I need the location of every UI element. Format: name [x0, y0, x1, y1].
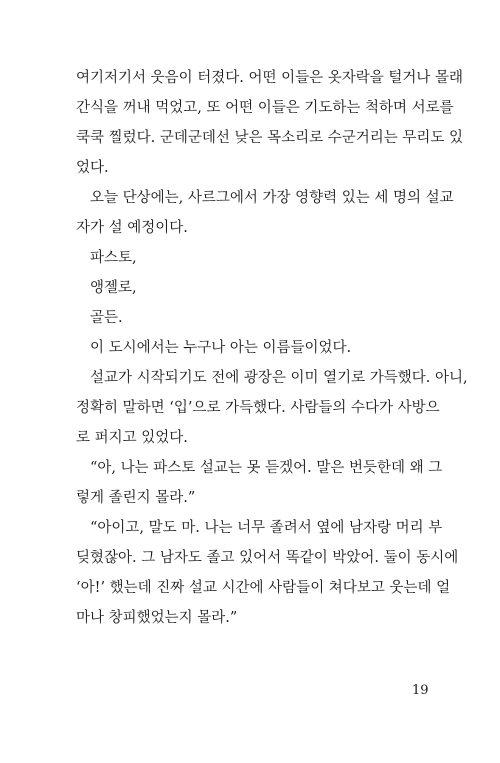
text-line: 간식을 꺼내 먹었고, 또 어떤 이들은 기도하는 척하며 서로를: [76, 100, 454, 116]
text-line: 골든.: [90, 310, 123, 326]
text-line: 로 퍼지고 있었다.: [76, 430, 188, 446]
text-line: 딪혔잖아. 그 남자도 졸고 있어서 똑같이 박았어. 둘이 동시에: [76, 550, 459, 566]
text-line: 오늘 단상에는, 사르그에서 가장 영향력 있는 세 명의 설교: [90, 190, 454, 206]
text-line: “아이고, 말도 마. 나는 너무 졸려서 옆에 남자랑 머리 부: [90, 520, 443, 536]
text-line: 여기저기서 웃음이 터졌다. 어떤 이들은 옷자락을 털거나 몰래: [76, 70, 464, 86]
text-line: “아, 나는 파스토 설교는 못 듣겠어. 말은 번듯한데 왜 그: [90, 460, 443, 476]
text-line: 었다.: [76, 160, 109, 176]
text-line: 마나 창피했었는지 몰라.”: [76, 610, 238, 626]
text-line: ‘아!’ 했는데 진짜 설교 시간에 사람들이 쳐다보고 웃는데 얼: [76, 580, 451, 596]
text-line: 파스토,: [90, 250, 137, 266]
body-text: [76, 63, 468, 633]
text-line: 정확히 말하면 ‘입’으로 가득했다. 사람들의 수다가 사방으: [76, 400, 440, 416]
text-line: 렇게 졸린지 몰라.”: [76, 490, 196, 506]
page-number: 19: [412, 683, 429, 698]
text-line: 이 도시에서는 누구나 아는 이름들이었다.: [90, 340, 352, 356]
text-line: 자가 설 예정이다.: [76, 220, 188, 236]
text-line: 쿡쿡 찔렀다. 군데군데선 낮은 목소리로 수군거리는 무리도 있: [76, 130, 464, 146]
text-line: 설교가 시작되기도 전에 광장은 이미 열기로 가득했다. 아니,: [90, 370, 468, 386]
text-line: 앵젤로,: [90, 280, 137, 296]
